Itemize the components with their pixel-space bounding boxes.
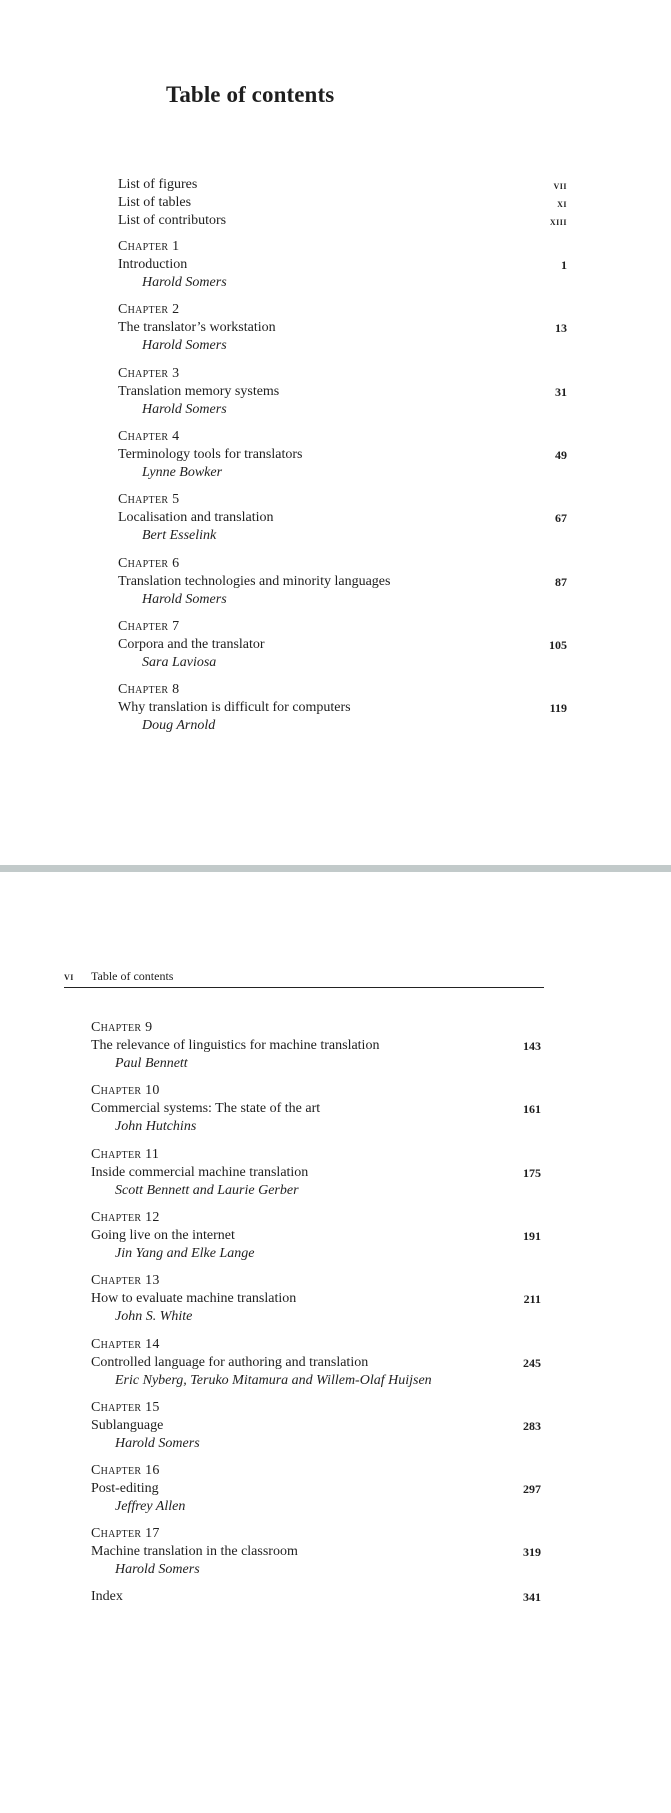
- chapter-label: Chapter 10: [91, 1083, 160, 1099]
- chapter-label: Chapter 8: [118, 682, 180, 698]
- chapter-label: Chapter 17: [91, 1526, 160, 1542]
- chapter-author: John S. White: [115, 1309, 193, 1325]
- front-matter-label[interactable]: List of figures: [118, 177, 198, 192]
- chapter-page: 119: [549, 701, 567, 716]
- chapter-page: 245: [523, 1355, 541, 1370]
- chapter-page: 191: [523, 1228, 541, 1243]
- chapter-label: Chapter 9: [91, 1020, 153, 1035]
- front-matter-label[interactable]: List of contributors: [118, 213, 227, 228]
- chapter-page: 175: [523, 1165, 541, 1180]
- chapter-title[interactable]: Translation technologies and minority languages: [118, 573, 391, 589]
- front-matter-page: vii: [553, 178, 567, 192]
- chapter-title[interactable]: Translation memory systems: [118, 383, 280, 399]
- chapter-page: 13: [555, 321, 567, 336]
- chapter-author: Harold Somers: [115, 1435, 200, 1451]
- chapter-label: Chapter 12: [91, 1209, 160, 1225]
- chapter-page: 161: [523, 1102, 541, 1117]
- chapter-label: Chapter 5: [118, 492, 180, 508]
- chapter-page: 1: [561, 258, 567, 272]
- chapter-title[interactable]: Commercial systems: The state of the art: [91, 1101, 321, 1117]
- chapter-title[interactable]: Sublanguage: [91, 1417, 164, 1433]
- chapter-title[interactable]: Corpora and the translator: [118, 636, 265, 652]
- chapter-page: 319: [523, 1545, 541, 1560]
- chapter-title[interactable]: Post-editing: [91, 1481, 159, 1497]
- chapter-label: Chapter 1: [118, 239, 180, 254]
- chapter-title[interactable]: Terminology tools for translators: [118, 446, 303, 462]
- chapter-page: 297: [523, 1482, 541, 1497]
- chapter-author: Eric Nyberg, Teruko Mitamura and Willem-Olaf Huijsen: [115, 1372, 432, 1388]
- chapter-page: 283: [523, 1418, 541, 1433]
- toc-page-2: [0, 872, 671, 1813]
- chapter-title[interactable]: Controlled language for authoring and translation: [91, 1354, 369, 1370]
- chapter-page: 49: [555, 447, 567, 462]
- running-head-title: Table of contents: [91, 969, 174, 983]
- toc-page-1: [0, 0, 671, 865]
- chapter-author: Jeffrey Allen: [115, 1499, 186, 1515]
- index-entry-page: 341: [523, 1590, 541, 1604]
- chapter-author: Harold Somers: [142, 275, 227, 290]
- chapter-label: Chapter 15: [91, 1399, 160, 1415]
- chapter-page: 105: [549, 637, 567, 652]
- chapter-page: 67: [555, 511, 567, 526]
- header-rule: [64, 987, 544, 988]
- chapter-title[interactable]: Inside commercial machine translation: [91, 1164, 309, 1180]
- chapter-label: Chapter 7: [118, 618, 180, 634]
- page-separator: [0, 865, 671, 872]
- chapter-title[interactable]: Going live on the internet: [91, 1227, 235, 1243]
- chapter-label: Chapter 6: [118, 555, 180, 571]
- chapter-page: 87: [555, 574, 567, 589]
- front-matter-page: xi: [557, 196, 567, 210]
- front-matter-label[interactable]: List of tables: [118, 195, 192, 210]
- chapter-title[interactable]: Localisation and translation: [118, 510, 274, 526]
- chapter-label: Chapter 13: [91, 1273, 160, 1289]
- chapter-title[interactable]: How to evaluate machine translation: [91, 1291, 297, 1307]
- chapter-label: Chapter 2: [118, 302, 180, 318]
- page-title: Table of contents: [166, 82, 335, 107]
- chapter-label: Chapter 11: [91, 1146, 160, 1162]
- chapter-author: Harold Somers: [142, 591, 227, 607]
- chapter-title[interactable]: The relevance of linguistics for machine translation: [91, 1038, 380, 1053]
- chapter-author: Doug Arnold: [142, 718, 216, 734]
- chapter-page: 211: [523, 1292, 541, 1307]
- chapter-author: Lynne Bowker: [142, 464, 223, 480]
- chapter-label: Chapter 4: [118, 428, 180, 444]
- chapter-author: Scott Bennett and Laurie Gerber: [115, 1182, 299, 1198]
- chapter-label: Chapter 16: [91, 1463, 160, 1479]
- chapter-title[interactable]: Introduction: [118, 257, 188, 272]
- chapter-author: Sara Laviosa: [142, 654, 217, 670]
- chapter-author: John Hutchins: [115, 1119, 197, 1135]
- chapter-title[interactable]: Machine translation in the classroom: [91, 1544, 298, 1560]
- chapter-page: 31: [555, 384, 567, 399]
- chapter-author: Harold Somers: [142, 401, 227, 417]
- chapter-author: Harold Somers: [142, 338, 227, 354]
- chapter-title[interactable]: Why translation is difficult for computers: [118, 700, 351, 716]
- index-entry-label[interactable]: Index: [91, 1589, 123, 1604]
- running-head-folio: vi: [64, 969, 74, 983]
- chapter-author: Bert Esselink: [142, 528, 217, 544]
- chapter-label: Chapter 14: [91, 1336, 160, 1352]
- front-matter-page: xiii: [549, 214, 567, 228]
- chapter-title[interactable]: The translator’s workstation: [118, 320, 276, 336]
- chapter-author: Paul Bennett: [115, 1056, 188, 1071]
- chapter-author: Harold Somers: [115, 1562, 200, 1578]
- chapter-author: Jin Yang and Elke Lange: [115, 1245, 255, 1261]
- chapter-page: 143: [523, 1039, 541, 1053]
- chapter-label: Chapter 3: [118, 365, 180, 381]
